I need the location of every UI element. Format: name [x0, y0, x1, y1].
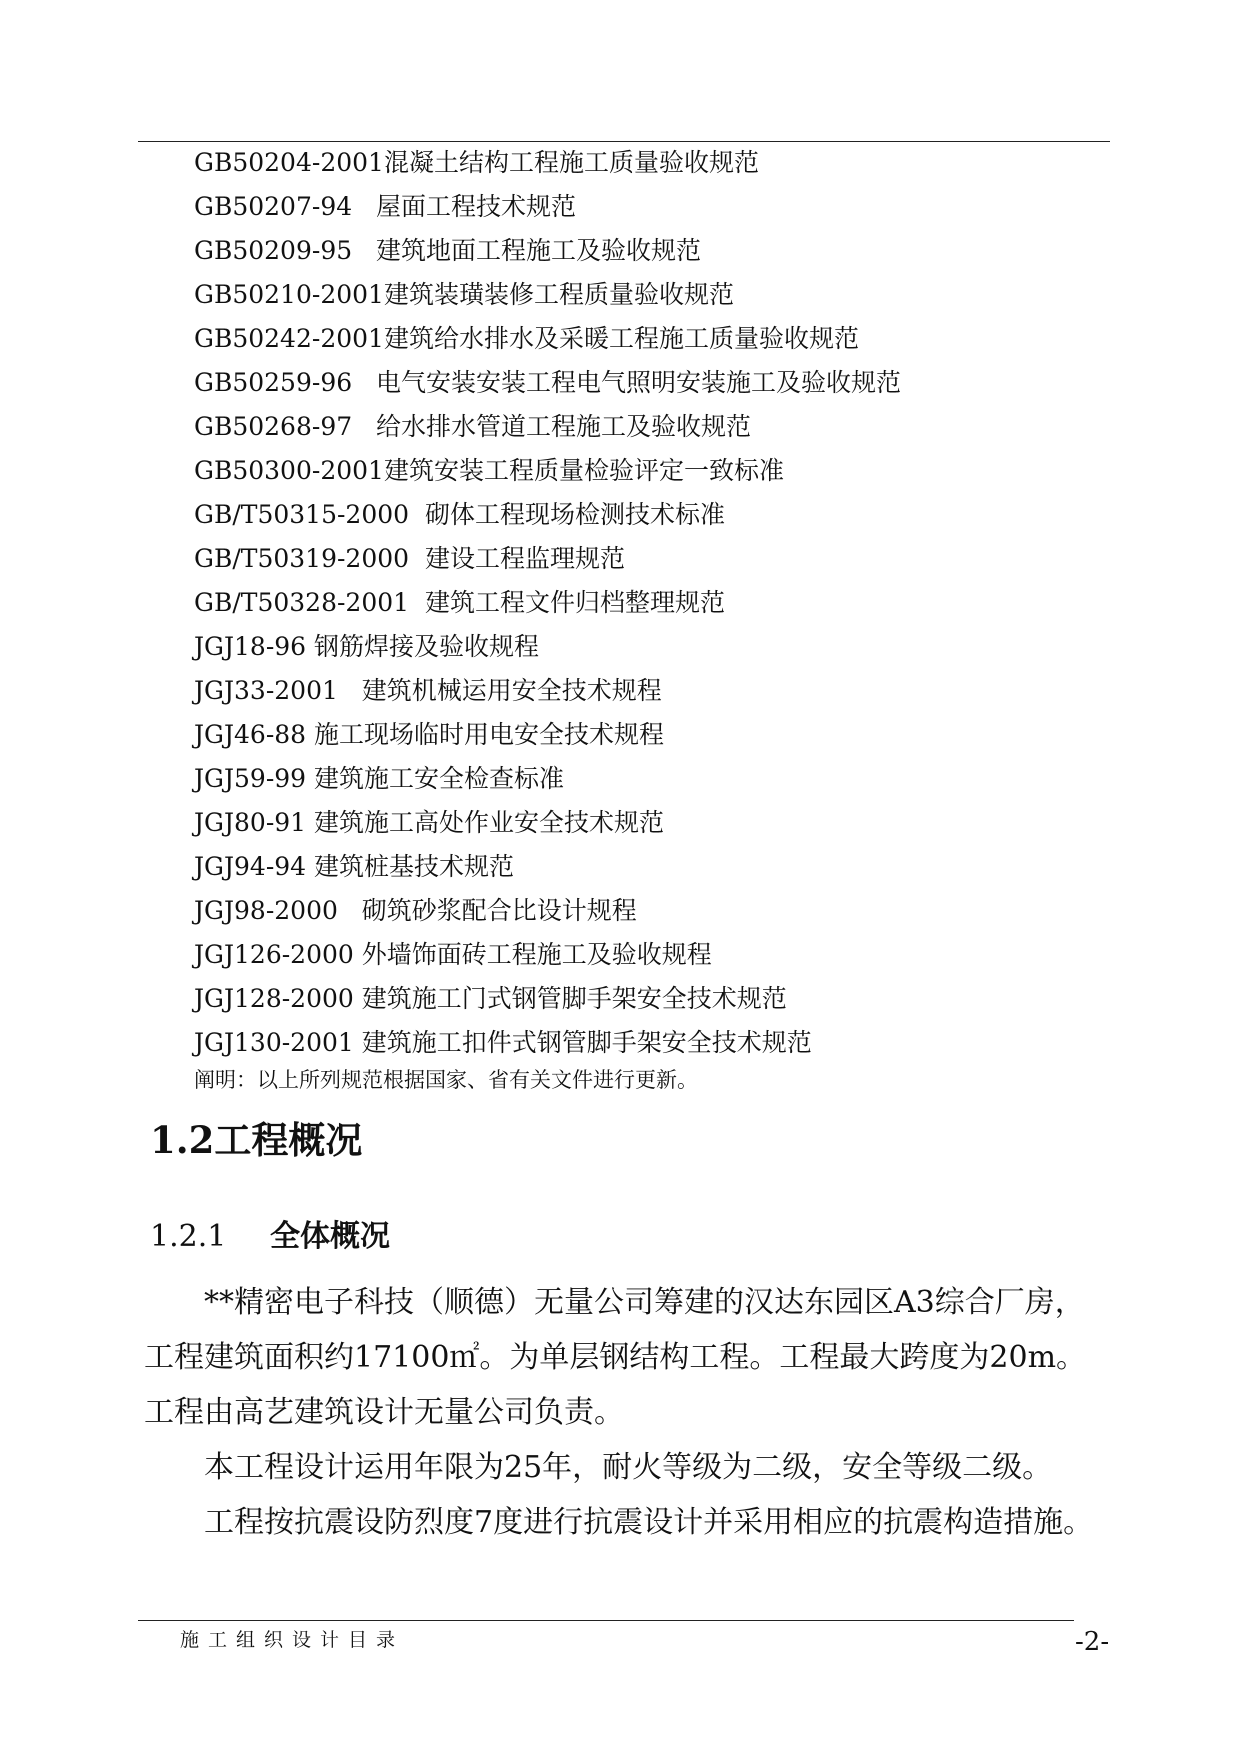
standard-gap	[338, 676, 362, 705]
standard-item	[194, 581, 1094, 625]
standard-item	[194, 185, 1094, 229]
standard-code: GB/T50328-2001	[194, 588, 410, 617]
overview-paragraph: 本工程设计运用年限为25年，耐火等级为二级，安全等级二级。	[204, 1450, 1053, 1485]
standard-name: 建筑给水排水及采暖工程施工质量验收规范	[383, 324, 859, 353]
page-number: -2-	[1075, 1627, 1110, 1657]
standard-code: JGJ46-88	[194, 720, 307, 749]
standard-item	[194, 801, 1094, 845]
standards-list	[194, 141, 1094, 1065]
standard-item	[194, 317, 1094, 361]
standard-item	[194, 977, 1094, 1021]
standard-item	[194, 1021, 1094, 1065]
standard-code: JGJ80-91	[194, 808, 307, 837]
overview-paragraph: **精密电子科技（顺德）无量公司筹建的汉达东园区A3综合厂房，工程建筑面积约17100㎡。为单层钢结构工程。工程最大跨度为20m。工程由高艺建筑设计无量公司负责。	[144, 1285, 1087, 1430]
standard-gap	[306, 764, 314, 793]
standard-gap	[354, 940, 362, 969]
standard-code: GB50268-97	[194, 412, 353, 441]
subsection-heading	[150, 1212, 390, 1262]
standard-item	[194, 405, 1094, 449]
standard-name: 给水排水管道工程施工及验收规范	[375, 412, 751, 441]
standard-gap	[352, 192, 376, 221]
standard-gap	[354, 984, 362, 1013]
standard-gap	[352, 368, 376, 397]
standard-code: GB/T50319-2000	[194, 544, 410, 573]
standard-code: JGJ94-94	[194, 852, 307, 881]
standard-name: 建筑施工门式钢管脚手架安全技术规范	[361, 984, 787, 1013]
standard-name: 建筑桩基技术规范	[314, 852, 515, 881]
standard-item	[194, 229, 1094, 273]
standard-item	[194, 889, 1094, 933]
standard-gap	[352, 412, 376, 441]
standard-name: 建筑施工扣件式钢管脚手架安全技术规范	[361, 1028, 812, 1057]
standard-item	[194, 273, 1094, 317]
standard-name: 建筑施工高处作业安全技术规范	[314, 808, 665, 837]
standard-gap	[409, 544, 425, 573]
standard-gap	[306, 632, 314, 661]
section-heading: 1.2工程概况	[150, 1118, 363, 1162]
standard-item	[194, 845, 1094, 889]
standard-name: 钢筋焊接及验收规程	[314, 632, 540, 661]
standard-item	[194, 713, 1094, 757]
footer-rule	[138, 1620, 1074, 1621]
standard-gap	[306, 808, 314, 837]
standard-code: JGJ18-96	[194, 632, 307, 661]
standard-item	[194, 669, 1094, 713]
standard-name: 屋面工程技术规范	[375, 192, 576, 221]
overview-body	[144, 1275, 1110, 1550]
standard-gap	[338, 896, 362, 925]
standard-code: GB50210-2001	[194, 280, 384, 309]
standard-code: GB/T50315-2000	[194, 500, 410, 529]
subsection-title: 全体概况	[270, 1219, 390, 1254]
standard-item	[194, 361, 1094, 405]
standard-name: 建筑装璜装修工程质量验收规范	[383, 280, 734, 309]
standard-name: 建筑施工安全检查标准	[314, 764, 565, 793]
standards-note: 阐明：以上所列规范根据国家、省有关文件进行更新。	[194, 1068, 698, 1092]
standard-code: GB50209-95	[194, 236, 353, 265]
standard-gap	[354, 1028, 362, 1057]
standard-name: 建筑工程文件归档整理规范	[424, 588, 725, 617]
standard-item	[194, 449, 1094, 493]
standard-item	[194, 933, 1094, 977]
standard-code: JGJ59-99	[194, 764, 307, 793]
standard-code: JGJ98-2000	[194, 896, 338, 925]
standard-item	[194, 493, 1094, 537]
standard-code: GB50259-96	[194, 368, 353, 397]
standard-code: GB50207-94	[194, 192, 353, 221]
standard-name: 施工现场临时用电安全技术规程	[314, 720, 665, 749]
standard-item	[194, 141, 1094, 185]
standard-gap	[409, 500, 425, 529]
standard-code: GB50204-2001	[194, 148, 384, 177]
standard-item	[194, 625, 1094, 669]
standard-item	[194, 757, 1094, 801]
standard-gap	[352, 236, 376, 265]
standard-item	[194, 537, 1094, 581]
standard-code: JGJ126-2000	[194, 940, 354, 969]
standard-name: 砌筑砂浆配合比设计规程	[361, 896, 637, 925]
standard-name: 混凝土结构工程施工质量验收规范	[383, 148, 759, 177]
standard-code: JGJ130-2001	[194, 1028, 354, 1057]
standard-code: JGJ33-2001	[194, 676, 338, 705]
overview-paragraph: 工程按抗震设防烈度7度进行抗震设计并采用相应的抗震构造措施。	[204, 1505, 1094, 1540]
standard-name: 建筑安装工程质量检验评定一致标准	[383, 456, 784, 485]
standard-name: 建设工程监理规范	[424, 544, 625, 573]
standard-code: GB50300-2001	[194, 456, 384, 485]
standard-gap	[409, 588, 425, 617]
standard-name: 电气安装安装工程电气照明安装施工及验收规范	[375, 368, 901, 397]
standard-code: GB50242-2001	[194, 324, 384, 353]
standard-name: 砌体工程现场检测技术标准	[424, 500, 725, 529]
standard-gap	[306, 720, 314, 749]
footer-title: 施工组织设计目录	[180, 1629, 405, 1651]
standard-gap	[306, 852, 314, 881]
subsection-number: 1.2.1	[150, 1219, 227, 1254]
standard-name: 外墙饰面砖工程施工及验收规程	[361, 940, 712, 969]
standard-name: 建筑地面工程施工及验收规范	[375, 236, 701, 265]
standard-code: JGJ128-2000	[194, 984, 354, 1013]
standard-name: 建筑机械运用安全技术规程	[361, 676, 662, 705]
